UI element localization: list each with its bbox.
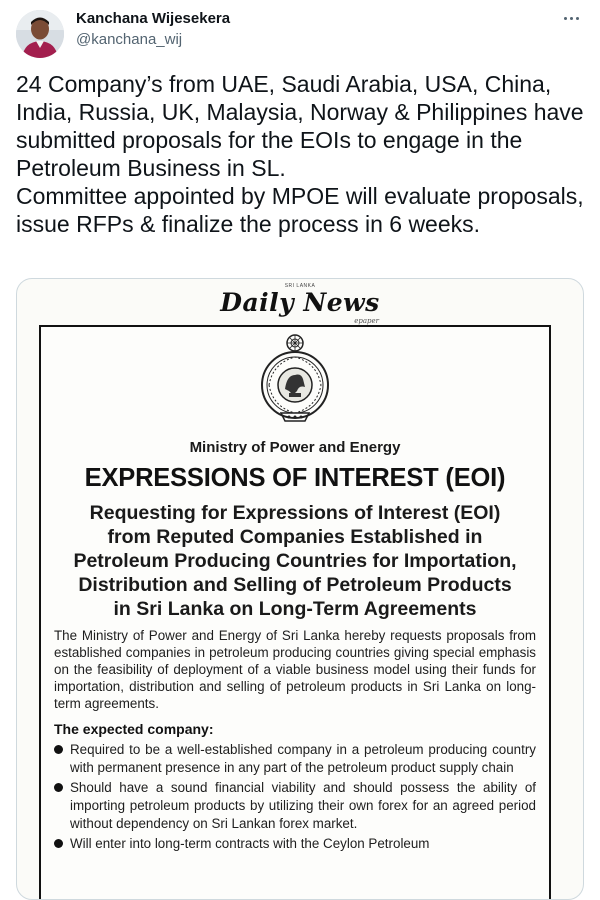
heading-line: Petroleum Producing Countries for Importation,	[73, 550, 517, 572]
author-handle[interactable]: @kanchana_wij	[76, 31, 183, 48]
heading-line: in Sri Lanka on Long-Term Agreements	[113, 598, 477, 620]
profile-photo-icon	[16, 10, 64, 58]
author-name[interactable]: Kanchana Wijesekera	[76, 10, 231, 27]
list-item-text: Should have a sound financial viability and should possess the ability of importing petroleum products by utilizing their own forex for an agreed period without dependency on Sri Lankan forex market.	[70, 780, 536, 831]
heading-line: from Reputed Companies Established in	[107, 526, 483, 548]
more-options-icon[interactable]	[558, 8, 584, 28]
ministry-name: Ministry of Power and Energy	[189, 439, 401, 456]
heading-line: Requesting for Expressions of Interest (EOI)	[89, 502, 501, 524]
list-item-text: Required to be a well-established company in a petroleum producing country with permanent presence in any part of the petroleum product supply chain	[70, 742, 536, 775]
newspaper-masthead	[17, 283, 583, 325]
ad-heading	[41, 501, 549, 621]
list-item	[52, 835, 536, 853]
ad-body-text: The Ministry of Power and Energy of Sri Lanka hereby requests proposals from established companies in petroleum producing countries giving special emphasis on the feasibility of deployment of a viable business model using their funds for importation, distribution and selling of petroleum products in Sri Lanka on long-term agreements.	[54, 628, 536, 711]
ad-title: EXPRESSIONS OF INTEREST (EOI)	[84, 464, 506, 492]
bullet-icon	[54, 839, 63, 848]
masthead-subtitle: epaper	[354, 317, 379, 325]
sri-lanka-emblem-icon	[259, 333, 331, 425]
advertisement	[39, 325, 551, 900]
requirements-list	[52, 741, 536, 855]
tweet-media-image[interactable]	[16, 278, 584, 900]
expected-company-label: The expected company:	[54, 721, 214, 737]
list-item	[52, 779, 536, 833]
bullet-icon	[54, 745, 63, 754]
bullet-icon	[54, 783, 63, 792]
tweet-paragraph-2: Committee appointed by MPOE will evaluate proposals, issue RFPs & finalize the process in 6 weeks.	[16, 183, 584, 237]
author-avatar[interactable]	[16, 10, 64, 58]
masthead-title: Daily News	[220, 288, 380, 317]
tweet-text	[16, 70, 584, 238]
list-item	[52, 741, 536, 777]
masthead-small-text: SRI LANKA	[284, 283, 316, 289]
list-item-text: Will enter into long-term contracts with the Ceylon Petroleum	[70, 836, 430, 851]
heading-line: Distribution and Selling of Petroleum Products	[78, 574, 512, 596]
tweet-paragraph-1: 24 Company’s from UAE, Saudi Arabia, USA, China, India, Russia, UK, Malaysia, Norway & Philippines have submitted proposals for the EOIs to engage in the Petroleum Business in SL.	[16, 71, 584, 181]
